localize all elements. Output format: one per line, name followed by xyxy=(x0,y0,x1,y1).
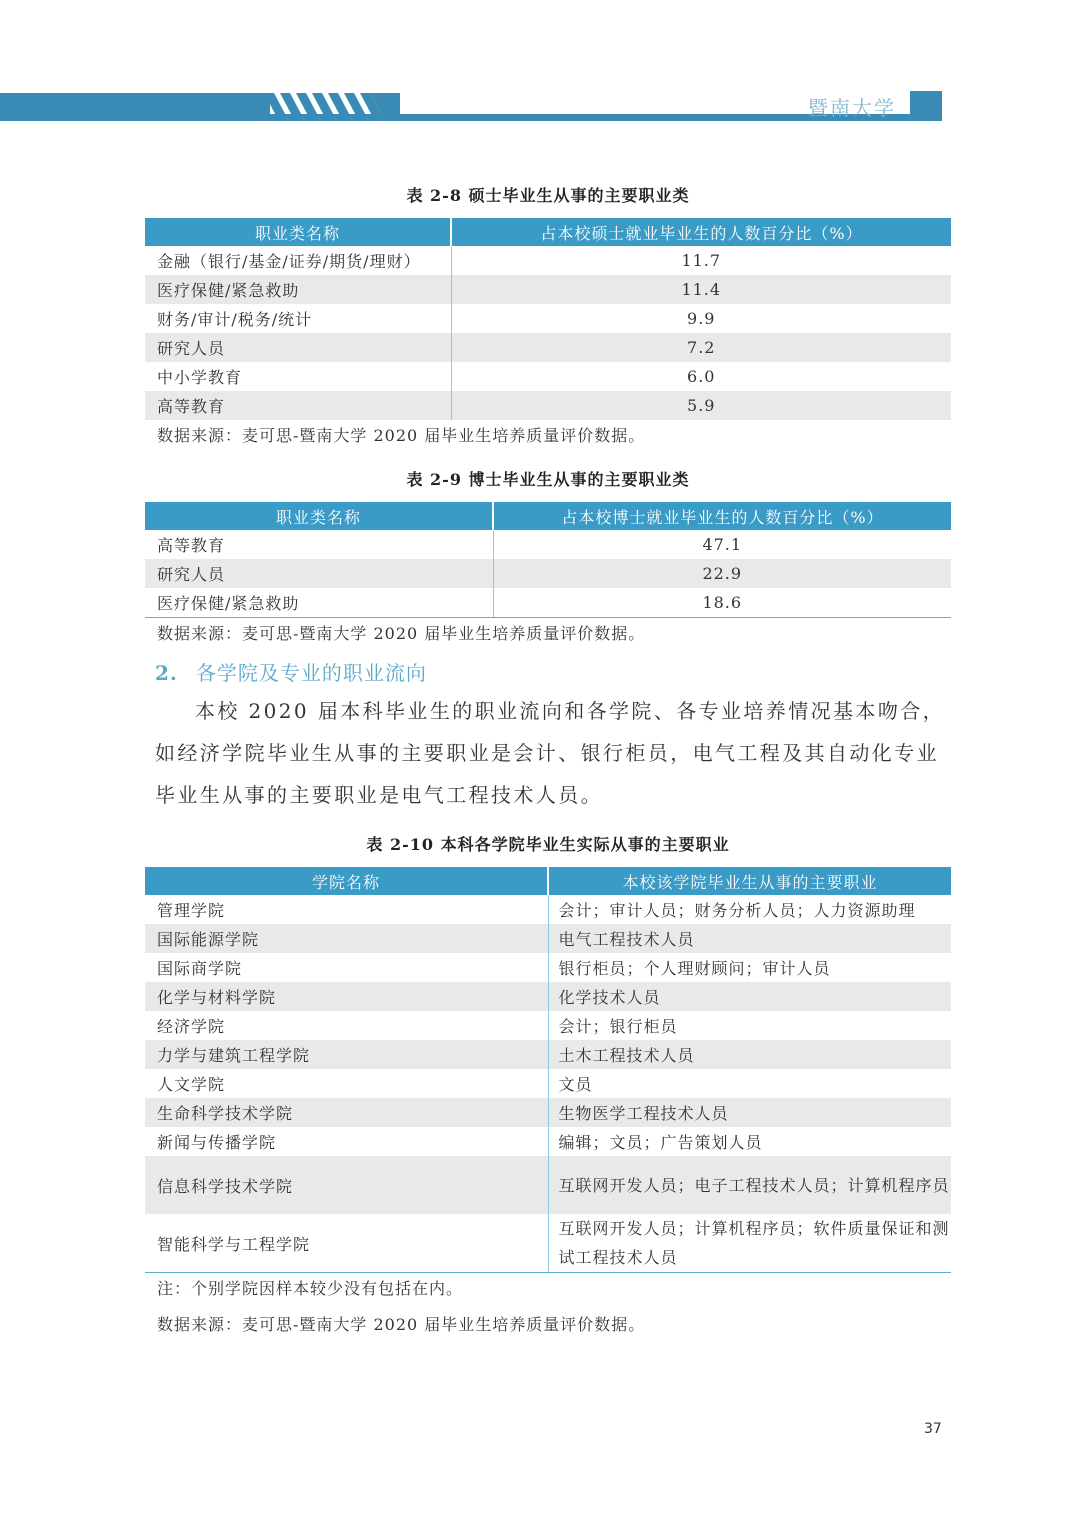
table-2-8 xyxy=(145,218,951,420)
table-row xyxy=(145,333,951,362)
table-2-8-source: 数据来源：麦可思-暨南大学 2020 届毕业生培养质量评价数据。 xyxy=(157,426,646,445)
table-row xyxy=(145,953,951,982)
section-heading xyxy=(155,657,427,686)
occupation-name: 研究人员 xyxy=(145,559,493,588)
table-row xyxy=(145,391,951,420)
college-name: 新闻与传播学院 xyxy=(157,1133,277,1152)
college-name: 智能科学与工程学院 xyxy=(145,1214,548,1273)
main-occupations: 会计；银行柜员 xyxy=(548,1011,951,1040)
table-2-8-caption: 表 2-8 硕士毕业生从事的主要职业类 xyxy=(406,186,690,205)
percentage: 18.6 xyxy=(493,588,951,618)
table-2-9-caption: 表 2-9 博士毕业生从事的主要职业类 xyxy=(406,470,690,489)
main-occupations: 化学技术人员 xyxy=(548,982,951,1011)
table-row xyxy=(145,559,951,588)
table-row xyxy=(145,895,951,924)
percentage: 6.0 xyxy=(451,362,951,391)
main-occupations: 会计；审计人员；财务分析人员；人力资源助理 xyxy=(548,895,951,924)
table-2-10-caption: 表 2-10 本科各学院毕业生实际从事的主要职业 xyxy=(366,835,730,854)
header-block xyxy=(910,91,942,121)
table-row xyxy=(145,1069,951,1098)
section-title: 各学院及专业的职业流向 xyxy=(195,661,427,685)
percentage: 22.9 xyxy=(493,559,951,588)
main-occupations: 土木工程技术人员 xyxy=(548,1040,951,1069)
page-number: 37 xyxy=(924,1421,942,1437)
occupation-name: 高等教育 xyxy=(157,536,226,555)
college-name: 生命科学技术学院 xyxy=(145,1098,548,1127)
main-occupations: 银行柜员；个人理财顾问；审计人员 xyxy=(548,953,951,982)
percentage: 11.7 xyxy=(451,246,951,275)
table-row xyxy=(145,275,951,304)
main-occupations: 编辑；文员；广告策划人员 xyxy=(548,1127,951,1156)
percentage: 11.4 xyxy=(451,275,951,304)
table-row xyxy=(145,1214,951,1273)
table-2-9-source: 数据来源：麦可思-暨南大学 2020 届毕业生培养质量评价数据。 xyxy=(157,624,646,643)
table-row xyxy=(145,530,951,559)
college-name: 力学与建筑工程学院 xyxy=(145,1040,548,1069)
occupation-name: 财务/审计/税务/统计 xyxy=(157,310,313,329)
occupation-name: 医疗保健/紧急救助 xyxy=(145,275,451,304)
table-row xyxy=(145,588,951,618)
percentage: 47.1 xyxy=(493,530,951,559)
column-header: 占本校硕士就业毕业生的人数百分比（%） xyxy=(451,218,951,246)
percentage: 9.9 xyxy=(451,304,951,333)
college-name: 经济学院 xyxy=(157,1017,226,1036)
occupation-name: 中小学教育 xyxy=(157,368,243,387)
table-2-10 xyxy=(145,867,951,1273)
body-paragraph: 本校 2020 届本科毕业生的职业流向和各学院、各专业培养情况基本吻合，如经济学院毕业生从事的主要职业是会计、银行柜员，电气工程及其自动化专业毕业生从事的主要职业是电气工程技术人员。 xyxy=(155,699,946,807)
table-row xyxy=(145,304,951,333)
table-row xyxy=(145,1098,951,1127)
main-occupations: 互联网开发人员；电子工程技术人员；计算机程序员 xyxy=(548,1156,951,1214)
table-2-10-source: 数据来源：麦可思-暨南大学 2020 届毕业生培养质量评价数据。 xyxy=(157,1315,646,1334)
college-name: 化学与材料学院 xyxy=(145,982,548,1011)
column-header: 占本校博士就业毕业生的人数百分比（%） xyxy=(493,502,951,530)
section-number: 2. xyxy=(155,661,178,685)
header-bar xyxy=(0,93,270,121)
college-name: 国际商学院 xyxy=(157,959,243,978)
main-occupations: 互联网开发人员；计算机程序员；软件质量保证和测试工程技术人员 xyxy=(548,1214,951,1273)
occupation-name: 医疗保健/紧急救助 xyxy=(145,588,493,618)
table-row xyxy=(145,924,951,953)
main-occupations: 文员 xyxy=(548,1069,951,1098)
occupation-name: 研究人员 xyxy=(145,333,451,362)
main-occupations: 生物医学工程技术人员 xyxy=(548,1098,951,1127)
college-name: 信息科学技术学院 xyxy=(145,1156,548,1214)
column-header: 学院名称 xyxy=(145,867,548,895)
table-row xyxy=(145,1127,951,1156)
main-occupations: 电气工程技术人员 xyxy=(548,924,951,953)
column-header: 职业类名称 xyxy=(145,218,451,246)
table-2-10-note: 注：个别学院因样本较少没有包括在内。 xyxy=(157,1279,464,1298)
table-row xyxy=(145,982,951,1011)
table-row xyxy=(145,1156,951,1214)
table-row xyxy=(145,1040,951,1069)
table-row xyxy=(145,362,951,391)
table-row xyxy=(145,246,951,275)
percentage: 7.2 xyxy=(451,333,951,362)
college-name: 管理学院 xyxy=(157,901,226,920)
college-name: 国际能源学院 xyxy=(145,924,548,953)
college-name: 人文学院 xyxy=(157,1075,226,1094)
table-row xyxy=(145,1011,951,1040)
header-title: 暨南大学 xyxy=(808,96,896,120)
table-2-9 xyxy=(145,502,951,618)
occupation-name: 金融（银行/基金/证券/期货/理财） xyxy=(157,252,421,271)
percentage: 5.9 xyxy=(451,391,951,420)
occupation-name: 高等教育 xyxy=(145,391,451,420)
column-header: 本校该学院毕业生从事的主要职业 xyxy=(548,867,951,895)
column-header: 职业类名称 xyxy=(145,502,493,530)
